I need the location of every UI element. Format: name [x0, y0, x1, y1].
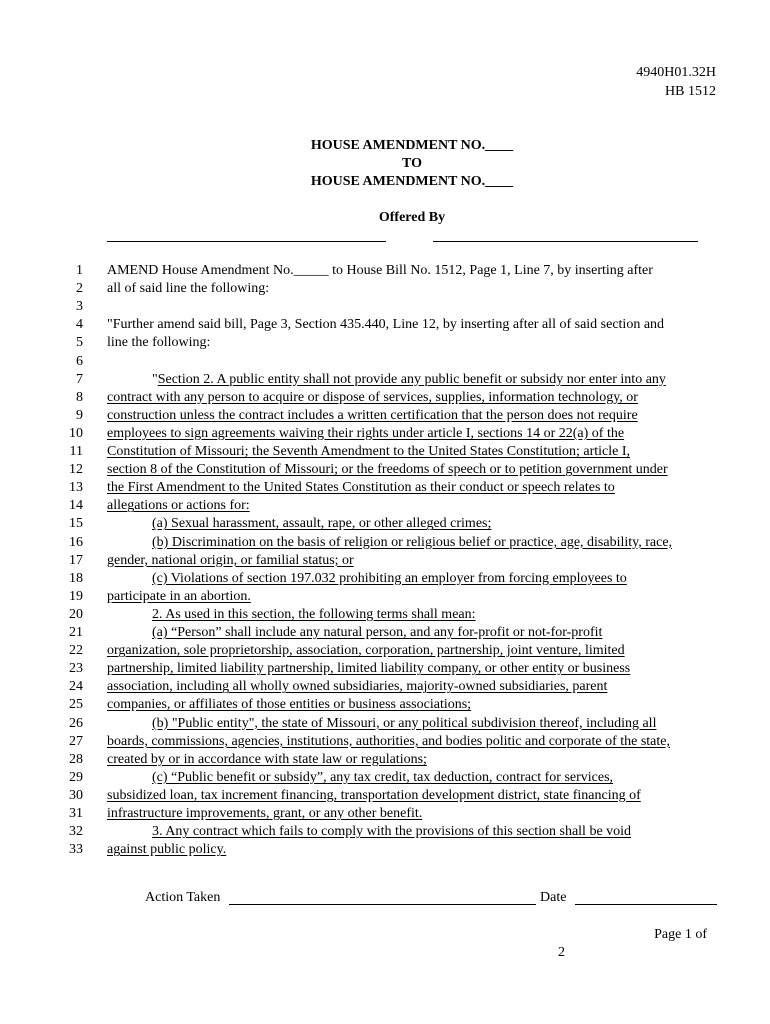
line-number: 13 [69, 480, 83, 496]
line-text [107, 280, 269, 298]
line-text [107, 334, 210, 352]
line-text [107, 443, 630, 461]
line-text [107, 497, 250, 515]
line-text [152, 624, 602, 642]
line-text [107, 660, 630, 678]
amendment-title-to: TO [402, 156, 422, 171]
bill-number: HB 1512 [665, 84, 716, 99]
line-number: 30 [69, 787, 83, 803]
inserted-text: Section 2. A public entity shall not provide any public benefit or subsidy nor enter into any [157, 371, 666, 387]
line-text [152, 769, 613, 787]
line-number: 18 [69, 570, 83, 586]
inserted-text: gender, national origin, or familial status; or [107, 552, 354, 568]
line-text [152, 823, 631, 841]
inserted-text: boards, commissions, agencies, institutions, authorities, and bodies politic and corporate of the state, [107, 733, 670, 749]
date-line [575, 904, 717, 905]
amendment-title: HOUSE AMENDMENT NO.____ [310, 138, 514, 153]
line-number: 33 [69, 842, 83, 858]
line-number: 2 [76, 281, 83, 297]
action-taken-line [229, 904, 536, 905]
line-text [107, 733, 670, 751]
line-text [107, 479, 615, 497]
inserted-text: the First Amendment to the United States Constitution as their conduct or speech relates to [107, 480, 615, 496]
page-number-label: Page 1 of [654, 927, 707, 942]
line-number: 27 [69, 733, 83, 749]
line-text [107, 678, 607, 696]
line-number: 29 [69, 769, 83, 785]
line-number: 25 [69, 697, 83, 713]
inserted-text: association, including all wholly owned subsidiaries, majority-owned subsidiaries, parent [107, 679, 608, 695]
inserted-text: subsidized loan, tax increment financing, transportation development district, state financing of [107, 787, 641, 803]
amendment-text: "Further amend said bill, Page 3, Section 435.440, Line 12, by inserting after all of said section and [107, 317, 665, 333]
inserted-text: (b) "Public entity", the state of Missouri, or any political subdivision thereof, including all [152, 715, 657, 731]
line-number: 5 [76, 335, 83, 351]
line-number: 7 [76, 371, 83, 387]
line-number: 14 [69, 498, 83, 514]
line-text [152, 515, 491, 533]
line-number: 32 [69, 824, 83, 840]
inserted-text: employees to sign agreements waiving their rights under article I, sections 14 or 22(a) of the [107, 425, 625, 441]
line-number: 31 [69, 806, 83, 821]
inserted-text: (b) Discrimination on the basis of religion or religious belief or practice, age, disability, race, [152, 534, 673, 550]
line-number: 1 [76, 263, 83, 278]
inserted-text: Constitution of Missouri; the Seventh Amendment to the United States Constitution; article I, [107, 444, 631, 459]
inserted-text: infrastructure improvements, grant, or any other benefit. [107, 806, 423, 821]
offered-by-label: Offered By [378, 210, 446, 225]
line-number: 6 [76, 353, 83, 369]
line-text [107, 841, 226, 859]
line-number: 4 [76, 317, 83, 333]
line-text [107, 751, 427, 769]
line-number: 23 [69, 661, 83, 677]
inserted-text: (a) “Person” shall include any natural person, and any for-profit or not-for-profit [152, 625, 603, 640]
inserted-text: (c) Violations of section 197.032 prohibiting an employer from forcing employees to [152, 570, 627, 586]
line-text [107, 389, 638, 407]
inserted-text: allegations or actions for: [107, 498, 250, 514]
line-number: 11 [69, 444, 83, 459]
line-text [107, 407, 638, 425]
line-number: 19 [69, 588, 83, 604]
inserted-text: section 8 of the Constitution of Missouri; or the freedoms of speech or to petition government under [107, 462, 668, 478]
inserted-text: companies, or affiliates of those entities or business associations; [107, 697, 472, 713]
line-text [152, 715, 656, 733]
line-number: 8 [76, 389, 83, 405]
line-text [107, 642, 625, 660]
amendment-text: AMEND House Amendment No._____ to House Bill No. 1512, Page 1, Line 7, by inserting after [107, 263, 653, 278]
line-text [107, 262, 653, 280]
inserted-text: organization, sole proprietorship, association, corporation, partnership, joint venture, limited [107, 643, 625, 659]
line-text [107, 696, 471, 714]
sponsor-district-line [433, 241, 698, 242]
inserted-text: participate in an abortion. [107, 588, 251, 604]
inserted-text: against public policy. [107, 842, 227, 858]
line-number: 26 [69, 715, 83, 731]
inserted-text: 3. Any contract which fails to comply with the provisions of this section shall be void [152, 824, 632, 840]
line-text [152, 371, 666, 389]
line-text [107, 425, 624, 443]
line-text [152, 570, 627, 588]
line-number: 20 [69, 606, 83, 622]
inserted-text: 2. As used in this section, the following terms shall mean: [152, 606, 476, 622]
inserted-text: (c) “Public benefit or subsidy”, any tax credit, tax deduction, contract for services, [152, 769, 614, 785]
amendment-text: line the following: [107, 335, 211, 351]
line-text [107, 552, 354, 570]
line-number: 21 [69, 625, 83, 640]
line-text [107, 787, 641, 805]
open-quote: " [152, 371, 158, 387]
line-text [152, 606, 476, 624]
line-text [107, 461, 668, 479]
line-number: 28 [69, 751, 83, 767]
line-number: 22 [69, 643, 83, 659]
line-number: 10 [69, 425, 83, 441]
line-number: 24 [69, 679, 83, 695]
line-text [107, 316, 664, 334]
amendment-title-target: HOUSE AMENDMENT NO.____ [310, 174, 514, 189]
line-number: 3 [76, 299, 83, 315]
line-text [107, 805, 422, 823]
sponsor-signature-line [107, 241, 386, 242]
inserted-text: partnership, limited liability partnership, limited liability company, or other entity or business [107, 661, 631, 677]
line-number: 12 [69, 462, 83, 478]
page-total: 2 [558, 945, 565, 960]
document-id: 4940H01.32H [636, 65, 716, 80]
line-number: 17 [69, 552, 83, 568]
action-taken-label: Action Taken [145, 890, 221, 905]
date-label: Date [540, 890, 567, 905]
line-number: 15 [69, 516, 83, 532]
inserted-text: created by or in accordance with state law or regulations; [107, 751, 427, 767]
line-text [152, 534, 672, 552]
inserted-text: (a) Sexual harassment, assault, rape, or other alleged crimes; [152, 516, 492, 532]
line-text [107, 588, 251, 606]
line-number: 9 [76, 407, 83, 423]
inserted-text: construction unless the contract includes a written certification that the person does not require [107, 407, 638, 423]
inserted-text: contract with any person to acquire or dispose of services, supplies, information technology, or [107, 389, 638, 405]
amendment-text: all of said line the following: [107, 281, 270, 297]
line-number: 16 [69, 534, 83, 550]
